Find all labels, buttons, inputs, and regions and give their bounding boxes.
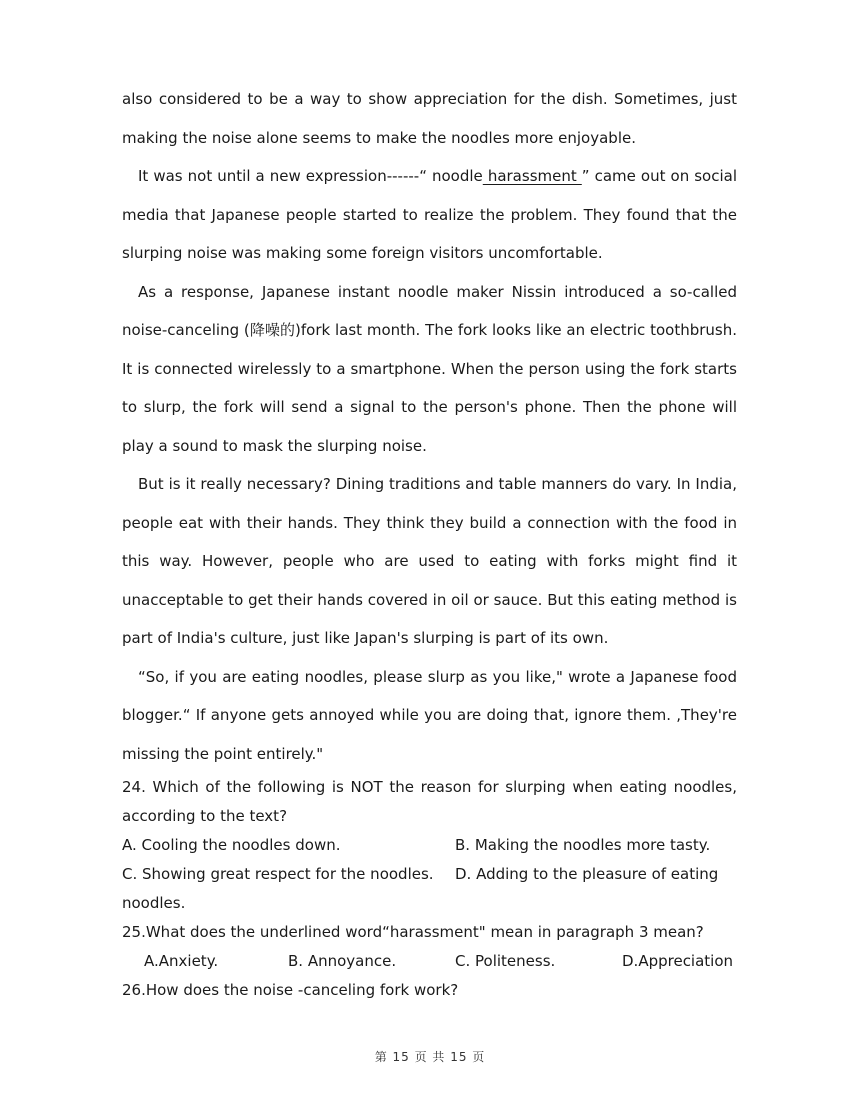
- underlined-word-harassment: harassment: [482, 167, 582, 185]
- question-24-option-d-first: D. Adding to the pleasure of eating: [455, 865, 719, 883]
- questions-section: [122, 773, 737, 1005]
- paragraph-2-text-end: ” came out on social media that Japanese people started to realize the problem. They found that the slurping noise was making some foreign visitors uncomfortable.: [122, 167, 738, 262]
- question-26-stem: 26.How does the noise -canceling fork work?: [122, 981, 459, 999]
- question-25-options: [122, 947, 737, 976]
- question-24-stem: 24. Which of the following is NOT the reason for slurping when eating noodles, according to the text?: [122, 778, 737, 825]
- paragraph-5: “So, if you are eating noodles, please slurp as you like," wrote a Japanese food blogger.“ If anyone gets annoyed while you are doing that, ignore them. ,They're missing the point entirely.": [122, 667, 737, 763]
- question-25-option-b: B. Annoyance.: [288, 952, 397, 970]
- paragraph-3: As a response, Japanese instant noodle maker Nissin introduced a so-called noise-canceling (降噪的)fork last month. The fork looks like an electric toothbrush. It is connected wirelessly to a smartphone. When the person using the fork starts to slurp, the fork will send a signal to the person's phone. Then the phone will play a sound to mask the slurping noise.: [122, 282, 737, 455]
- document-page: [122, 80, 737, 1005]
- question-25-option-a: A.Anxiety.: [144, 952, 219, 970]
- paragraph-4: But is it really necessary? Dining traditions and table manners do vary. In India, people eat with their hands. They think they build a connection with the food in this way. However, people who are used to eating with forks might find it unacceptable to get their hands covered in oil or sauce. But this eating method is part of India's culture, just like Japan's slurping is part of its own.: [122, 475, 737, 647]
- question-25-stem: 25.What does the underlined word“harassment" mean in paragraph 3 mean?: [122, 923, 704, 941]
- question-25-option-c: C. Politeness.: [455, 952, 556, 970]
- paragraph-1: also considered to be a way to show appreciation for the dish. Sometimes, just making the noise alone seems to make the noodles more enjoyable.: [122, 90, 737, 147]
- paragraph-2-text-start: It was not until a new expression------“ noodle: [138, 167, 483, 185]
- question-24-option-d-wrap: noodles.: [122, 894, 186, 912]
- question-25-option-d: D.Appreciation: [622, 952, 734, 970]
- question-24-option-b: B. Making the noodles more tasty.: [455, 836, 711, 854]
- paragraph-2: [122, 157, 737, 273]
- question-24-options: [122, 831, 737, 889]
- page-footer: 第 15 页 共 15 页: [374, 1050, 486, 1064]
- question-24-option-c: C. Showing great respect for the noodles.: [122, 865, 434, 883]
- question-24-option-a: A. Cooling the noodles down.: [122, 836, 341, 854]
